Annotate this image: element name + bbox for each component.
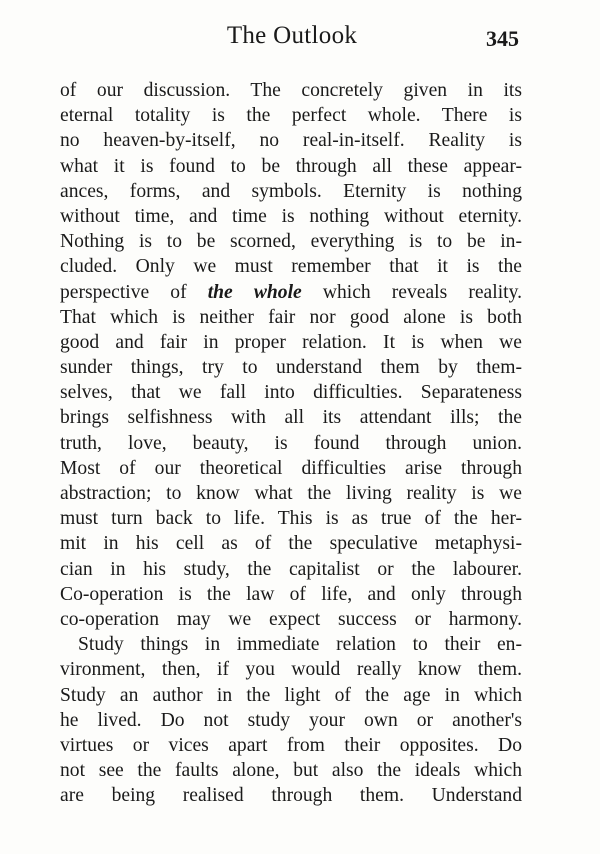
body-text bbox=[60, 78, 522, 808]
text-line: eternal totality is the perfect whole. There is bbox=[60, 105, 522, 127]
text-line: Study things in immediate relation to their en- bbox=[78, 634, 522, 656]
text-line: co-operation may we expect success or harmony. bbox=[60, 608, 522, 630]
text-line bbox=[60, 280, 522, 305]
text-line: what it is found to be through all these appear- bbox=[60, 155, 522, 177]
text-segment: which reveals reality. bbox=[301, 281, 523, 303]
text-line: That which is neither fair nor good alone is both bbox=[60, 306, 522, 328]
text-line: Study an author in the light of the age in which bbox=[60, 684, 522, 706]
text-line: must turn back to life. This is as true of the her- bbox=[60, 508, 522, 530]
text-line: sunder things, try to understand them by them- bbox=[60, 357, 522, 379]
text-line: Most of our theoretical difficulties arise through bbox=[60, 457, 522, 479]
page-number: 345 bbox=[486, 26, 519, 51]
text-line: Nothing is to be scorned, everything is to be in- bbox=[60, 231, 522, 253]
text-line: are being realised through them. Understand bbox=[60, 785, 522, 807]
text-line: truth, love, beauty, is found through union. bbox=[60, 432, 522, 454]
text-line: abstraction; to know what the living reality is we bbox=[60, 483, 522, 504]
text-line: no heaven-by-itself, no real-in-itself. Reality is bbox=[60, 130, 522, 152]
text-line: cluded. Only we must remember that it is the bbox=[60, 256, 522, 278]
text-line: Co-operation is the law of life, and only through bbox=[60, 583, 522, 605]
text-line: vironment, then, if you would really know them. bbox=[60, 659, 522, 681]
emphasis-text: the whole bbox=[207, 281, 302, 303]
text-line: good and fair in proper relation. It is when we bbox=[60, 331, 522, 353]
text-line: selves, that we fall into difficulties. Separateness bbox=[60, 382, 522, 404]
text-line: mit in his cell as of the speculative metaphysi- bbox=[60, 533, 522, 555]
text-line: not see the faults alone, but also the ideals which bbox=[60, 760, 522, 782]
text-line: cian in his study, the capitalist or the labourer. bbox=[60, 558, 522, 580]
text-line: brings selfishness with all its attendant ills; the bbox=[60, 407, 522, 429]
running-title: The Outlook bbox=[226, 22, 358, 49]
text-line: virtues or vices apart from their opposites. Do bbox=[60, 734, 522, 756]
text-line: of our discussion. The concretely given in its bbox=[60, 80, 522, 101]
text-line: ances, forms, and symbols. Eternity is nothing bbox=[60, 180, 522, 202]
text-line: without time, and time is nothing without eternity. bbox=[60, 205, 522, 227]
text-line: he lived. Do not study your own or another's bbox=[60, 709, 522, 731]
text-segment: perspective of bbox=[60, 281, 208, 303]
